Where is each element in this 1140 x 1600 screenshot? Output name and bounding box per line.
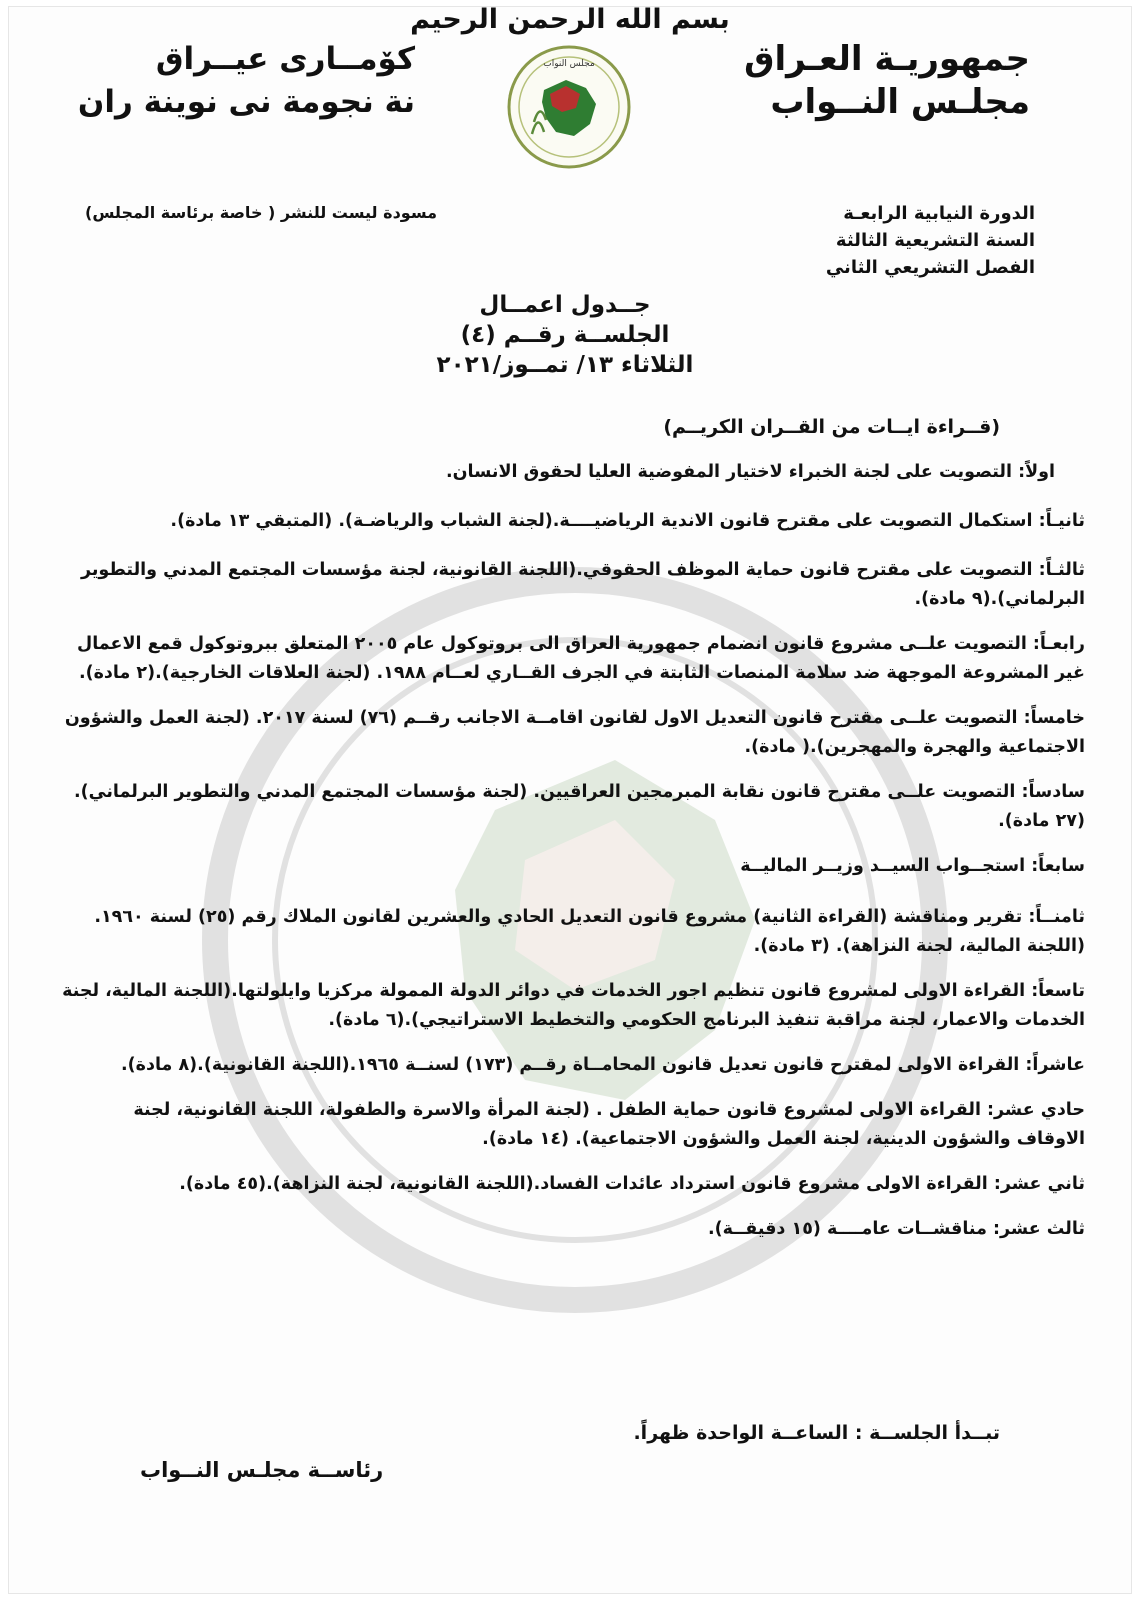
country-name: جمهوريـة العـراق: [744, 39, 1030, 79]
agenda-item: ثامنــاً: تقرير ومناقشة (القراءة الثانية) مشروع قانون التعديل الحادي والعشرين لقانون الملاك رقم (٢٥) لسنة ١٩٦٠. (اللجنة المالية، لجنة النزاهة). (٣ مادة).: [94, 907, 1085, 956]
agenda-item: اولاً: التصويت على لجنة الخبراء لاختيار المفوضية العليا لحقوق الانسان.: [445, 462, 1055, 482]
agenda-item: تاسعاً: القراءة الاولى لمشروع قانون تنظيم اجور الخدمات في دوائر الدولة الممولة مركزيا وايلولتها.(اللجنة المالية، لجنة الخدمات والاعمار، لجنة مراقبة تنفيذ البرنامج الحكومي والتخطيط الاستراتيجي).(٦ مادة).: [62, 981, 1085, 1030]
session-info: [826, 200, 1035, 281]
agenda-item: عاشراً: القراءة الاولى لمقترح قانون تعديل قانون المحامــاة رقــم (١٧٣) لسنــة ١٩٦٥.(اللجنة القانونية).(٨ مادة).: [121, 1055, 1085, 1075]
title-line: الثلاثاء ١٣/ تمــوز/٢٠٢١: [436, 352, 694, 378]
council-name: مجلـس النــواب: [770, 82, 1030, 122]
draft-note: مسودة ليست للنشر ( خاصة برئاسة المجلس): [85, 203, 437, 222]
council-name-kurdish: نة نجومة نى نوينة ران: [77, 84, 415, 120]
signature: رئاســة مجلـس النــواب: [140, 1458, 384, 1482]
title-line: الجلســة رقــم (٤): [460, 322, 670, 348]
session-start-time: تبــدأ الجلســة : الساعــة الواحدة ظهراً.: [633, 1422, 1000, 1444]
header-kurdish: [55, 38, 415, 124]
agenda-item: سادساً: التصويت علــى مقترح قانون نقابة المبرمجين العراقيين. (لجنة مؤسسات المجتمع المدني والتطوير البرلماني).(٢٧ مادة).: [74, 782, 1085, 831]
header-arabic: [670, 38, 1030, 124]
bismillah-heading: بسم الله الرحمن الرحيم: [410, 4, 730, 35]
agenda-item: رابعـاً: التصويت علــى مشروع قانون انضمام جمهورية العراق الى بروتوكول عام ٢٠٠٥ المتعلق ببروتوكول قمع الاعمال غير المشروعة الموجهة ضد سلامة المنصات الثابتة في الجرف القــاري لعــام ١٩٨٨. (لجنة العلاقات الخارجية).(٢ مادة).: [77, 634, 1085, 683]
quran-reading: (قــراءة ايــات من القــران الكريــم): [663, 416, 1000, 438]
session-line: السنة التشريعية الثالثة: [835, 230, 1035, 251]
agenda-item: سابعاً: استجــواب السيــد وزيــر الماليــة: [740, 856, 1085, 876]
agenda-title: [390, 290, 740, 380]
title-line: جــدول اعمــال: [479, 292, 651, 318]
agenda-item: حادي عشر: القراءة الاولى لمشروع قانون حماية الطفل . (لجنة المرأة والاسرة والطفولة، اللجنة القانونية، لجنة الاوقاف والشؤون الدينية، لجنة العمل والشؤون الاجتماعية). (١٤ مادة).: [133, 1100, 1085, 1149]
agenda-items: [60, 458, 1085, 1260]
parliament-emblem-icon: [504, 42, 634, 172]
session-line: الدورة النيابية الرابعـة: [843, 203, 1035, 224]
agenda-item: ثانيـاً: استكمال التصويت على مقترح قانون الاندية الرياضيــــة.(لجنة الشباب والرياضـة). (المتبقي ١٣ مادة).: [170, 511, 1085, 531]
agenda-item: ثالثـاً: التصويت على مقترح قانون حماية الموظف الحقوقي.(اللجنة القانونية، لجنة مؤسسات المجتمع المدني والتطوير البرلماني).(٩ مادة).: [80, 560, 1085, 609]
country-name-kurdish: كۆمــارى عيــراق: [155, 41, 415, 77]
session-line: الفصل التشريعي الثاني: [825, 257, 1035, 278]
emblem-caption: مجلس النواب: [543, 59, 595, 69]
agenda-item: ثاني عشر: القراءة الاولى مشروع قانون استرداد عائدات الفساد.(اللجنة القانونية، لجنة النزاهة).(٤٥ مادة).: [179, 1174, 1085, 1194]
agenda-item: ثالث عشر: مناقشــات عامــــة (١٥ دقيقــة).: [708, 1219, 1085, 1239]
agenda-item: خامساً: التصويت علــى مقترح قانون التعديل الاول لقانون اقامــة الاجانب رقــم (٧٦) لسنة ٢٠١٧. (لجنة العمل والشؤون الاجتماعية والهجرة والمهجرين).( مادة).: [64, 708, 1085, 757]
